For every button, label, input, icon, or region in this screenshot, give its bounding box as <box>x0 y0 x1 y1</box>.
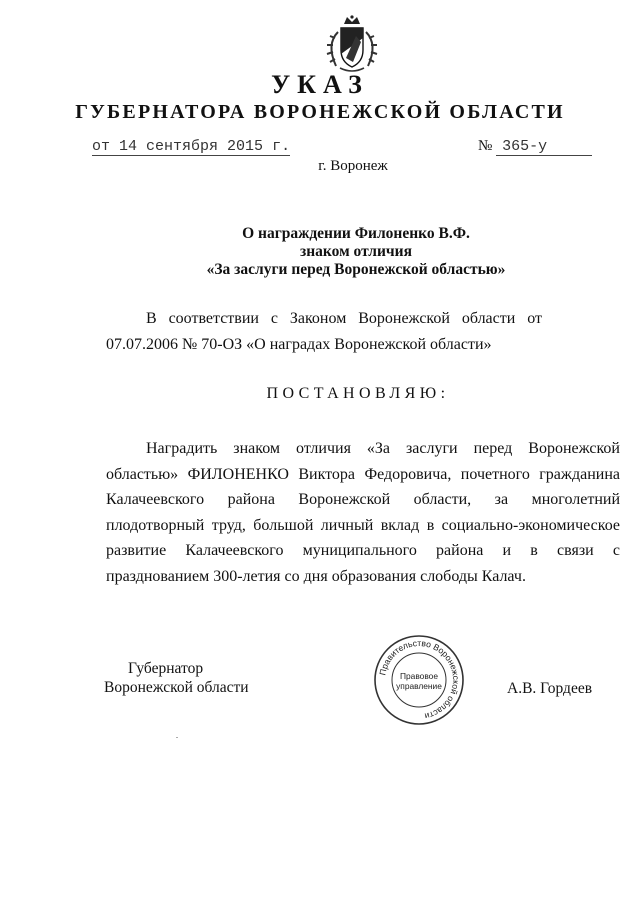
decree-number <box>478 138 592 156</box>
stamp-ring-text: Правительство Воронежской области <box>377 637 462 722</box>
scan-speck <box>176 737 178 738</box>
subject-line-2: знаком отличия <box>300 243 412 260</box>
number-value: 365-у <box>496 138 592 156</box>
stamp-center-line-2: управление <box>396 681 442 691</box>
official-stamp <box>373 634 465 726</box>
stamp-center-line-1: Правовое <box>399 671 439 681</box>
subject-line-3: «За заслуги перед Воронежской областью» <box>206 261 506 278</box>
document-type-title: УКАЗ <box>271 70 369 99</box>
decree-word: ПОСТАНОВЛЯЮ: <box>266 385 450 402</box>
city: г. Воронеж <box>318 158 388 174</box>
signatory-title-line-1: Губернатор <box>128 660 204 677</box>
number-label: № <box>478 138 493 154</box>
date-value: 14 сентября 2015 <box>119 138 264 155</box>
date-suffix: г. <box>272 138 291 155</box>
coat-of-arms-emblem <box>316 14 388 76</box>
date-prefix: от <box>92 138 111 155</box>
signatory-name: А.В. Гордеев <box>507 680 593 697</box>
award-paragraph: Наградить знаком отличия «За заслуги перед Воронежской областью» ФИЛОНЕНКО Виктора Федоровича, почетного гражданина Калачеевского района Воронежской области, за многолетний плодотворный труд, большой личный вклад в социально-экономическое развитие Калачеевского муниципального района и в связи с празднованием 300-летия со дня образования слободы Калач. <box>106 440 620 585</box>
legal-basis-paragraph: В соответствии с Законом Воронежской области от 07.07.2006 № 70-ОЗ «О наградах Воронежской области» <box>106 310 542 353</box>
issuer-title: ГУБЕРНАТОРА ВОРОНЕЖСКОЙ ОБЛАСТИ <box>75 101 565 123</box>
signatory-title-line-2: Воронежской области <box>104 679 249 696</box>
subject-line-1: О награждении Филоненко В.Ф. <box>242 225 470 242</box>
decree-date <box>92 138 290 155</box>
